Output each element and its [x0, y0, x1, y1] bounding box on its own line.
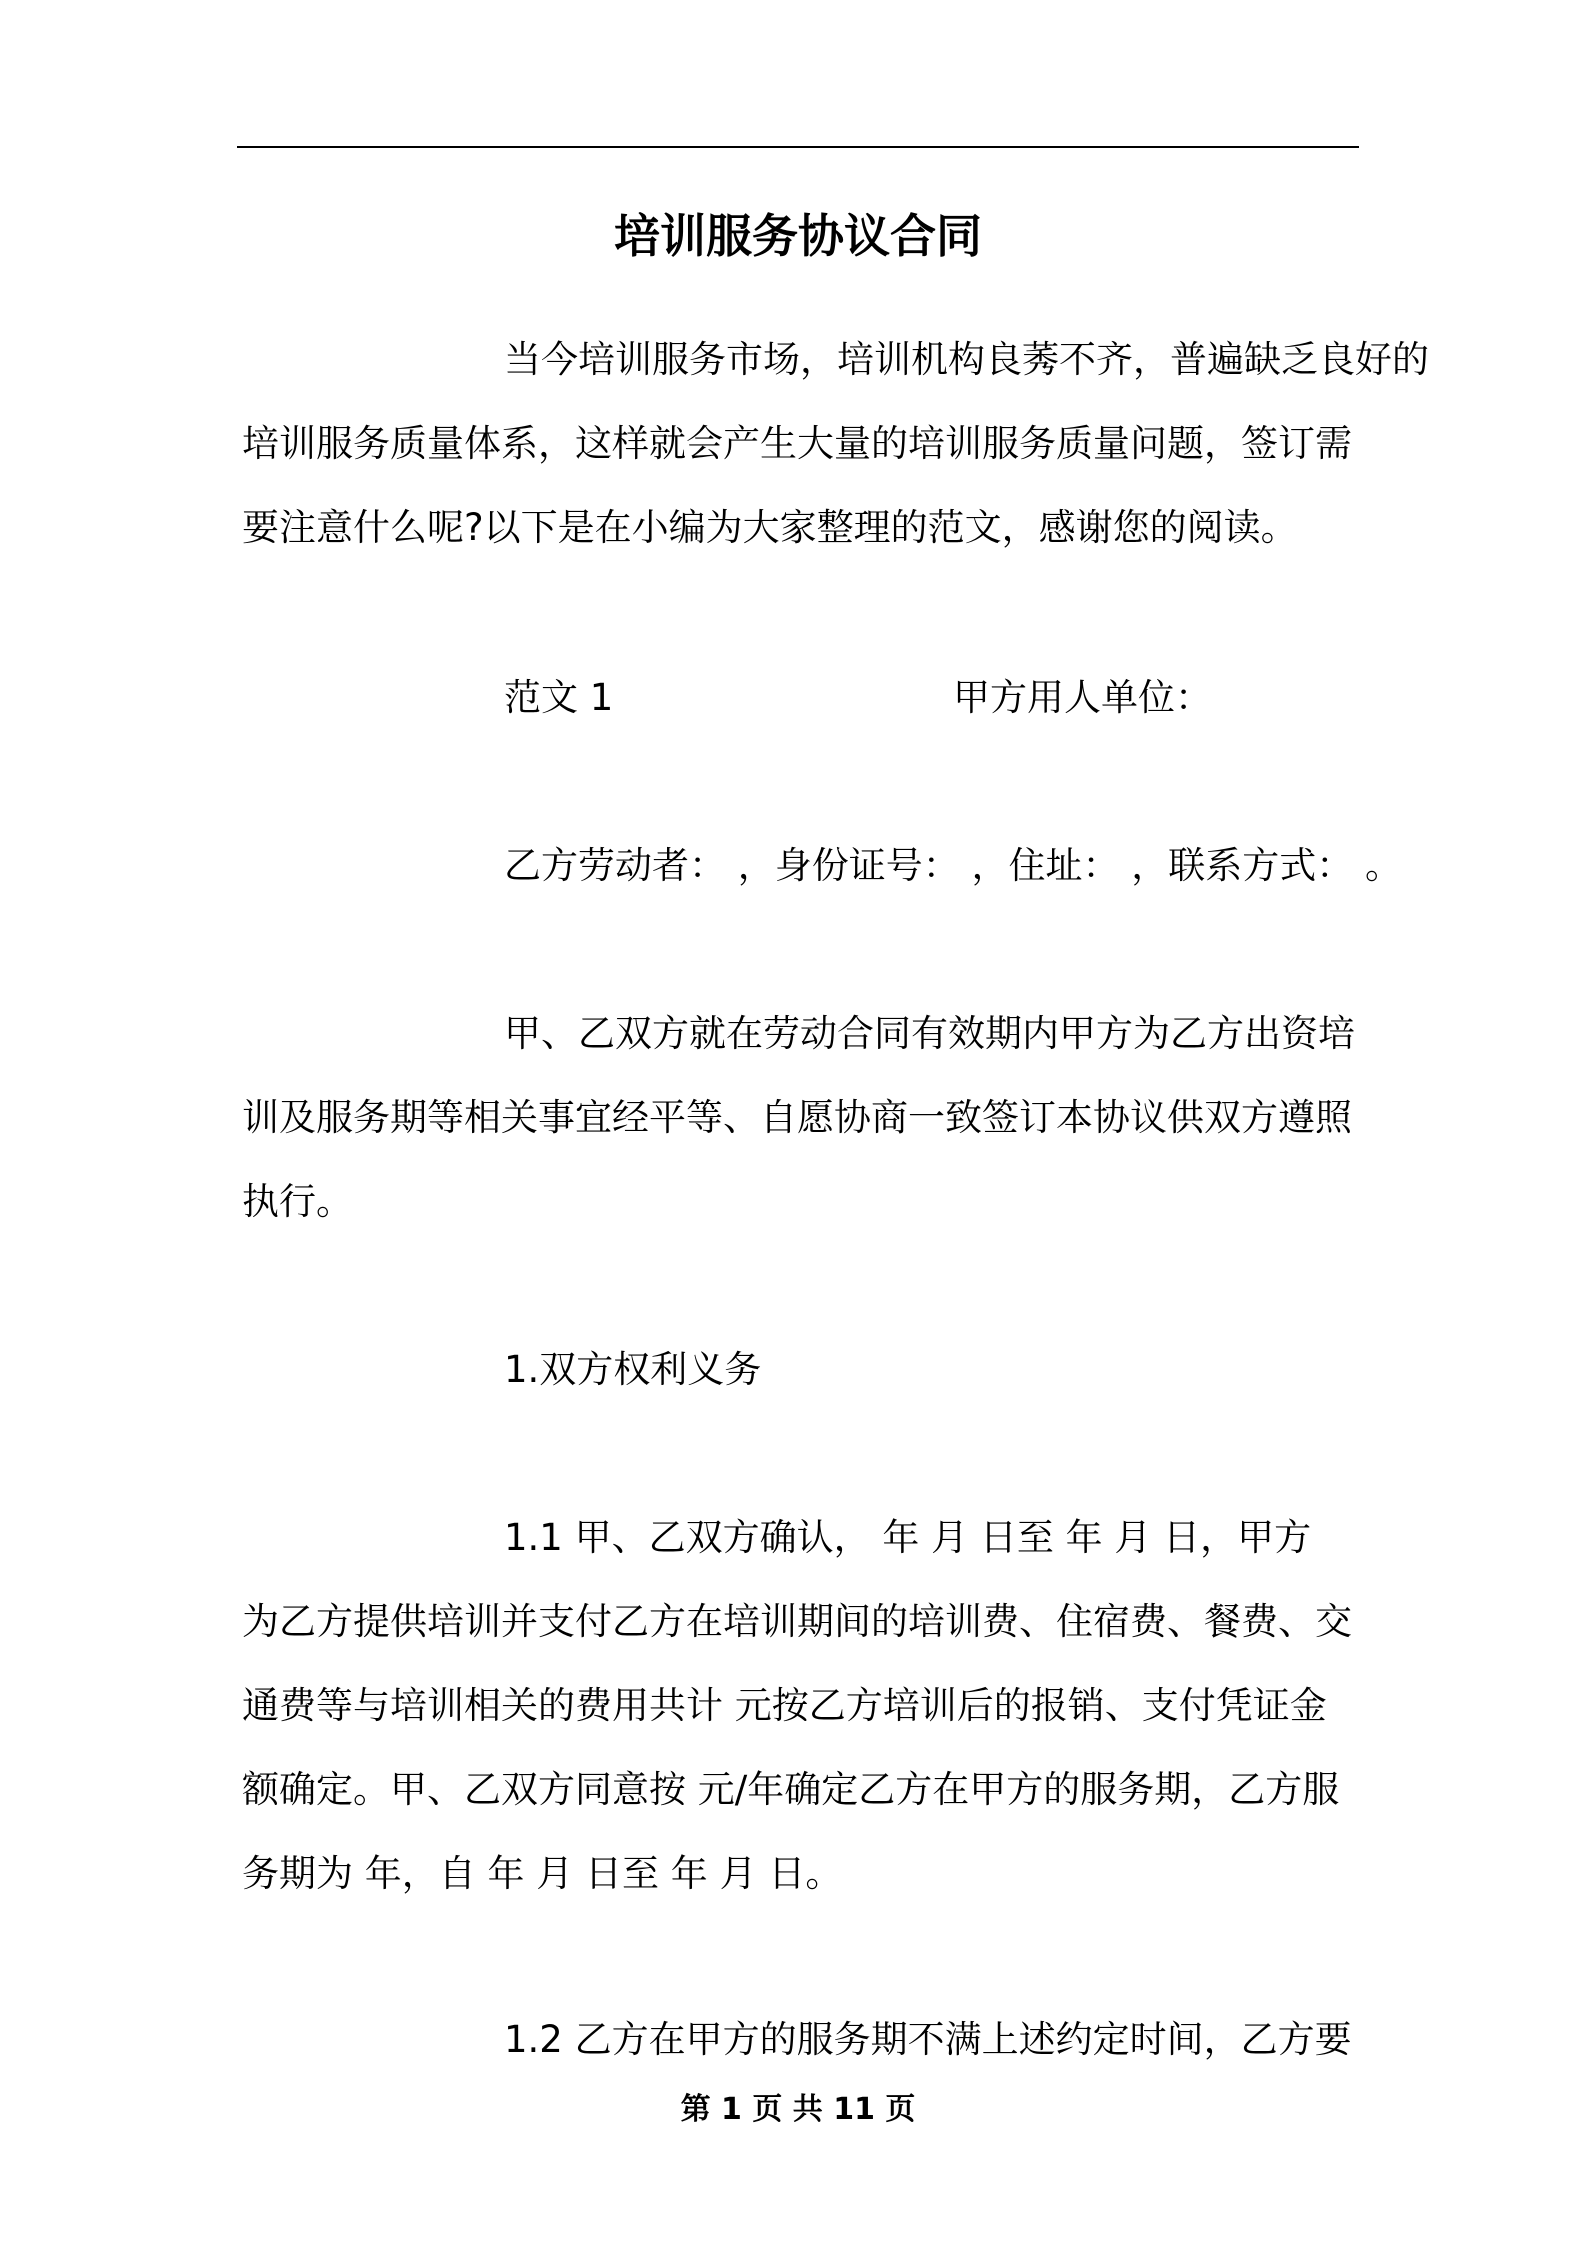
section-1-heading: [242, 1328, 1354, 1412]
preamble-line: 甲、乙双方就在劳动合同有效期内甲方为乙方出资培: [504, 1012, 1355, 1055]
intro-line: 当今培训服务市场，培训机构良莠不齐，普遍缺乏良好的: [504, 338, 1429, 381]
clause-line: 为乙方提供培训并支付乙方在培训期间的培训费、住宿费、餐费、交: [242, 1600, 1352, 1643]
party-b-paragraph: [242, 824, 1403, 908]
document-title: 培训服务协议合同: [614, 209, 982, 263]
clause-line: 务期为 年，自 年 月 日至 年 月 日。: [242, 1852, 843, 1895]
header-rule: [237, 146, 1359, 148]
clause-1-1-paragraph: [242, 1496, 1354, 1916]
preamble-line: 执行。: [242, 1180, 353, 1223]
clause-line: 1.2 乙方在甲方的服务期不满上述约定时间，乙方要: [504, 2018, 1352, 2061]
section-heading: 1.双方权利义务: [504, 1348, 762, 1391]
sample-label: 范文 1: [504, 676, 614, 719]
preamble-paragraph: [242, 992, 1354, 1244]
intro-paragraph: [242, 318, 1429, 570]
intro-line: 培训服务质量体系，这样就会产生大量的培训服务质量问题，签订需: [242, 422, 1352, 465]
intro-line: 要注意什么呢?以下是在小编为大家整理的范文，感谢您的阅读。: [242, 506, 1298, 549]
preamble-line: 训及服务期等相关事宜经平等、自愿协商一致签订本协议供双方遵照: [242, 1096, 1352, 1139]
clause-line: 通费等与培训相关的费用共计 元按乙方培训后的报销、支付凭证金: [242, 1684, 1327, 1727]
party-b-line: 乙方劳动者： ，身份证号： ，住址： ，联系方式： 。: [504, 844, 1403, 887]
clause-1-2-paragraph: [242, 1998, 1354, 2082]
party-a-line: 甲方用人单位：: [953, 676, 1212, 719]
page-indicator: 第 1 页 共 11 页: [680, 2092, 916, 2127]
clause-line: 1.1 甲、乙双方确认， 年 月 日至 年 月 日，甲方: [504, 1516, 1312, 1559]
clause-line: 额确定。甲、乙双方同意按 元/年确定乙方在甲方的服务期，乙方服: [242, 1768, 1340, 1811]
